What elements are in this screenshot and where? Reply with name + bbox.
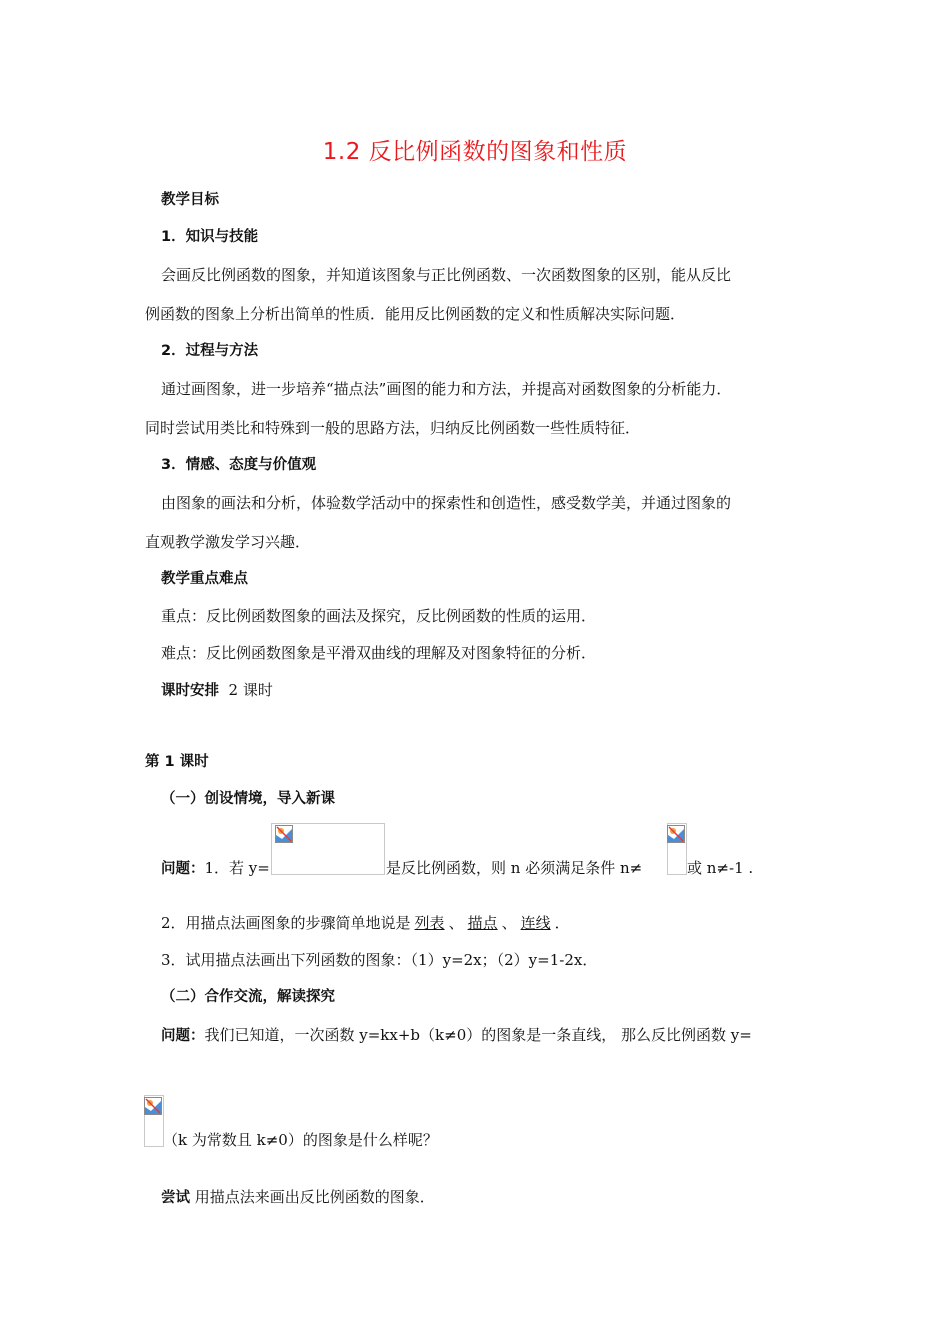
question4-continuation: （k 为常数且 k≠0）的图象是什么样呢？ — [163, 1131, 438, 1149]
question2 — [161, 913, 570, 933]
section2-heading: 2．过程与方法 — [161, 343, 259, 359]
section1-para-line2: 例函数的图象上分析出简单的性质．能用反比例函数的定义和性质解决实际问题． — [145, 305, 686, 323]
question1-lead — [161, 858, 270, 879]
separator: 、 — [501, 914, 517, 932]
try-label: 尝试 — [161, 1190, 190, 1206]
try-line — [161, 1187, 435, 1208]
part2-heading: （二）合作交流，解读探究 — [161, 989, 335, 1005]
lesson1-heading: 第 1 课时 — [145, 754, 209, 770]
answer-blank-1: 列表 — [414, 914, 445, 932]
broken-image-icon — [275, 825, 293, 843]
section2-para-line2: 同时尝试用类比和特殊到一般的思路方法，归纳反比例函数一些性质特征． — [145, 419, 641, 437]
section2-para-line1: 通过画图象，进一步培养“描点法”画图的能力和方法，并提高对函数图象的分析能力． — [161, 380, 732, 398]
try-text: 用描点法来画出反比例函数的图象． — [194, 1188, 435, 1206]
difficulty-text: 难点：反比例函数图象是平滑双曲线的理解及对图象特征的分析． — [161, 644, 597, 662]
period: ． — [554, 914, 570, 932]
question4-text: 我们已知道，一次函数 y=kx+b（k≠0）的图象是一条直线， 那么反比例函数 y= — [204, 1026, 752, 1044]
question1-label: 问题： — [161, 861, 205, 877]
question4-label: 问题： — [161, 1028, 205, 1044]
section3-heading: 3．情感、态度与价值观 — [161, 457, 317, 473]
page-title: 1.2 反比例函数的图象和性质 — [322, 139, 628, 165]
objectives-heading: 教学目标 — [161, 192, 219, 208]
broken-image-icon — [667, 825, 685, 843]
broken-image-icon — [144, 1097, 162, 1115]
question1-middle: 是反比例函数，则 n 必须满足条件 n≠ — [386, 859, 643, 877]
question1-before: 1．若 y= — [204, 859, 270, 877]
question2-text: 2．用描点法画图象的步骤简单地说是 — [161, 914, 411, 932]
key-points-heading: 教学重点难点 — [161, 571, 248, 587]
answer-blank-2: 描点 — [467, 914, 498, 932]
key-point-text: 重点：反比例函数图象的画法及探究，反比例函数的性质的运用． — [161, 607, 597, 625]
section3-para-line1: 由图象的画法和分析，体验数学活动中的探索性和创造性，感受数学美，并通过图象的 — [161, 494, 732, 512]
schedule-line — [161, 680, 273, 701]
section1-para-line1: 会画反比例函数的图象，并知道该图象与正比例函数、一次函数图象的区别，能从反比 — [161, 266, 732, 284]
separator: 、 — [448, 914, 464, 932]
question4 — [161, 1025, 752, 1046]
question3: 3．试用描点法画出下列函数的图象：（1）y=2x；（2）y=1-2x． — [161, 951, 598, 969]
section3-para-line2: 直观教学激发学习兴趣． — [145, 533, 311, 551]
section1-heading: 1．知识与技能 — [161, 229, 259, 245]
answer-blank-3: 连线 — [520, 914, 551, 932]
schedule-value: 2 课时 — [228, 681, 273, 699]
schedule-label: 课时安排 — [161, 683, 219, 699]
question1-after: 或 n≠-1 . — [687, 859, 754, 877]
part1-heading: （一）创设情境，导入新课 — [161, 791, 335, 807]
